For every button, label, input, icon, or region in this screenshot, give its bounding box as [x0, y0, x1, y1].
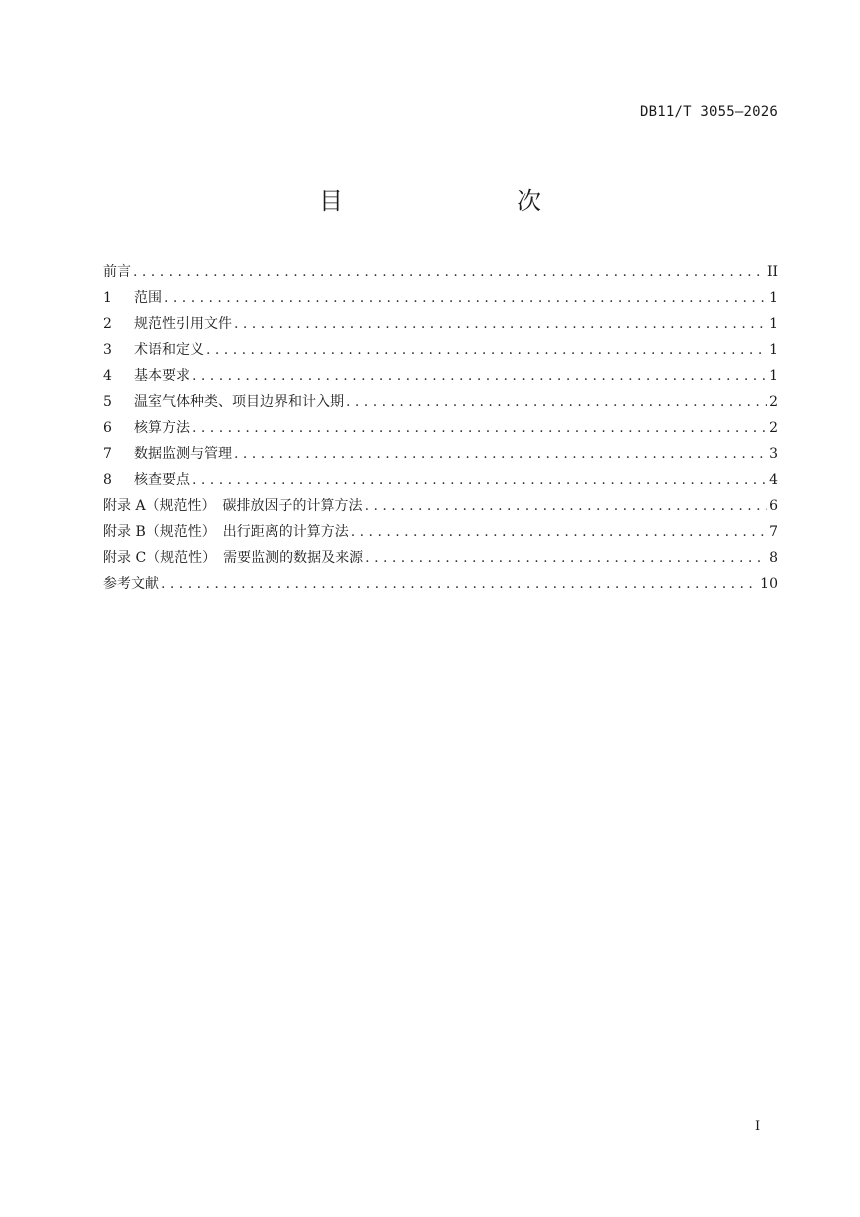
toc-entry-page: 1: [769, 290, 778, 306]
toc-entry-label: 核算方法: [134, 420, 190, 436]
toc-entry-number: 2: [103, 316, 112, 332]
dot-leader: [192, 418, 767, 438]
toc-entry-page: 8: [769, 550, 778, 566]
page-number: I: [755, 1119, 761, 1134]
dot-leader: [206, 340, 767, 360]
toc-entry-2[interactable]: [103, 308, 778, 334]
toc-entry-1[interactable]: [103, 282, 778, 308]
toc-entry-page: 6: [769, 498, 778, 514]
toc-entry-page: 3: [769, 446, 778, 462]
toc-entry-page: 2: [769, 394, 778, 410]
toc-entry-label: 核查要点: [134, 472, 190, 488]
toc-entry-page: 10: [760, 576, 778, 592]
toc-entry-label: 范围: [134, 290, 162, 306]
toc-entry-label: 参考文献: [103, 576, 159, 592]
toc-entry-number: 3: [103, 342, 112, 358]
toc-entry-7[interactable]: [103, 438, 778, 464]
dot-leader: [346, 392, 767, 412]
toc-entry-page: 7: [769, 524, 778, 540]
toc-entry-label: 规范性引用文件: [134, 316, 232, 332]
dot-leader: [192, 366, 767, 386]
dot-leader: [133, 262, 765, 282]
dot-leader: [351, 522, 767, 542]
dot-leader: [164, 288, 767, 308]
toc-entry-3[interactable]: [103, 334, 778, 360]
dot-leader: [365, 496, 768, 516]
toc-entry-label: 术语和定义: [134, 342, 204, 358]
toc-entry-page: II: [766, 264, 778, 280]
toc-entry-number: 5: [103, 394, 112, 410]
toc-entry-number: 4: [103, 368, 112, 384]
toc-entry-appendix-c[interactable]: [103, 542, 778, 568]
toc-entry-8[interactable]: [103, 464, 778, 490]
toc-entry-4[interactable]: [103, 360, 778, 386]
toc-entry-page: 1: [769, 368, 778, 384]
toc-entry-page: 4: [769, 472, 778, 488]
dot-leader: [192, 470, 767, 490]
toc-entry-number: 8: [103, 472, 112, 488]
toc-entry-label: 温室气体种类、项目边界和计入期: [134, 394, 344, 410]
dot-leader: [234, 314, 767, 334]
toc-entry-label: 附录 A（规范性） 碳排放因子的计算方法: [103, 498, 363, 514]
page-title: 目 次: [319, 187, 583, 215]
dot-leader: [234, 444, 767, 464]
toc-entry-label: 前言: [103, 264, 131, 280]
table-of-contents: [103, 256, 778, 594]
toc-entry-number: 1: [103, 290, 112, 306]
toc-entry-page: 2: [769, 420, 778, 436]
dot-leader: [365, 548, 767, 568]
toc-entry-label: 基本要求: [134, 368, 190, 384]
toc-entry-appendix-a[interactable]: [103, 490, 778, 516]
dot-leader: [161, 574, 758, 594]
toc-entry-label: 数据监测与管理: [134, 446, 232, 462]
toc-entry-label: 附录 B（规范性） 出行距离的计算方法: [103, 524, 349, 540]
toc-entry-number: 7: [103, 446, 112, 462]
toc-entry-page: 1: [769, 342, 778, 358]
toc-entry-number: 6: [103, 420, 112, 436]
toc-entry-6[interactable]: [103, 412, 778, 438]
toc-entry-foreword[interactable]: [103, 256, 778, 282]
toc-entry-5[interactable]: [103, 386, 778, 412]
toc-entry-appendix-b[interactable]: [103, 516, 778, 542]
toc-entry-label: 附录 C（规范性） 需要监测的数据及来源: [103, 550, 364, 566]
toc-entry-page: 1: [769, 316, 778, 332]
toc-entry-references[interactable]: [103, 568, 778, 594]
document-code: DB11/T 3055—2026: [639, 104, 778, 120]
